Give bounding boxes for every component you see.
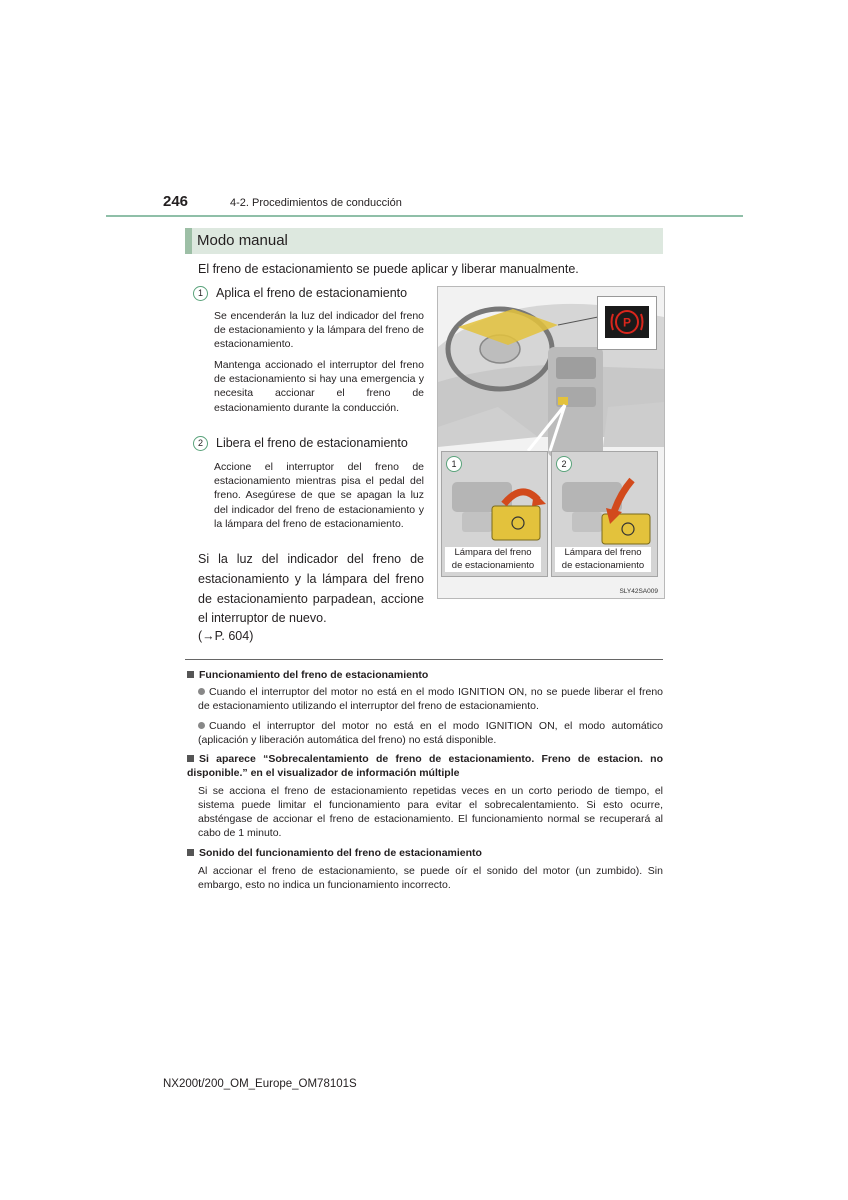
panel-2-label-line1: Lámpara del freno (564, 547, 642, 558)
note-3-text: Al accionar el freno de estacionamiento, se puede oír el sonido del motor (un zumbido). Sin embargo, esto no indica un funcionamiento incorrecto. (198, 865, 663, 891)
notes-divider (185, 659, 663, 660)
note-3-heading-text: Sonido del funcionamiento del freno de estacionamiento (199, 847, 482, 859)
panel-number-1: 1 (446, 456, 462, 472)
page-number: 246 (163, 193, 189, 210)
parking-brake-illustration (437, 286, 665, 599)
figure-code: SLY42SA009 (619, 588, 658, 595)
header-divider (106, 215, 743, 217)
panel-number-2: 2 (556, 456, 572, 472)
panel-1-label-line2: de estacionamiento (451, 559, 535, 571)
step-number-1: 1 (193, 286, 208, 301)
panel-apply (441, 451, 548, 577)
square-bullet-icon (187, 849, 194, 856)
panel-2-label-line2: de estacionamiento (561, 559, 645, 571)
panel-label-1 (445, 547, 541, 572)
step-1-paragraph-1: Se encenderán la luz del indicador del freno de estacionamiento y la lámpara del freno de estacionamiento. (214, 310, 424, 351)
note-2-heading-text: Si aparece “Sobrecalentamiento de freno de estacionamiento. Freno de estacion. no disponible.” en el visualizador de información múltiple (187, 753, 663, 779)
note-2-heading (187, 752, 663, 780)
panel-label-2 (555, 547, 651, 572)
step-1-heading (193, 286, 407, 301)
step-2-paragraph-1: Accione el interruptor del freno de estacionamiento mientras pisa el pedal del freno. Asegúrese de que se apagan la luz del indicador del freno de estacionamiento y la lámpara del freno de estacionamiento. (214, 461, 424, 530)
square-bullet-icon (187, 755, 194, 762)
round-bullet-icon (198, 688, 205, 695)
note-2-text: Si se acciona el freno de estacionamiento repetidas veces en un corto periodo de tiempo, el sistema puede limitar el funcionamiento para evitar el sobrecalentamiento. Si esto ocurre, absténgase de accionar el freno de estacionamiento. El funcionamiento normal se recuperará al cabo de 1 minuto. (198, 785, 663, 839)
note-1-bullet-2 (198, 719, 663, 747)
section-title: 4-2. Procedimientos de conducción (230, 197, 402, 209)
note-1-bullet-1 (198, 685, 663, 713)
note-1-heading (187, 668, 663, 682)
step-2-heading-text: Libera el freno de estacionamiento (216, 436, 408, 450)
note-1-bullet-2-text: Cuando el interruptor del motor no está en el modo IGNITION ON, el modo automático (aplicación y liberación automática del freno) no está disponible. (198, 720, 663, 746)
footer-document-code: NX200t/200_OM_Europe_OM78101S (163, 1078, 357, 1090)
indicator-symbol: P (622, 315, 632, 330)
round-bullet-icon (198, 722, 205, 729)
parking-brake-indicator-icon (605, 306, 649, 338)
panel-1-label-line1: Lámpara del freno (454, 547, 532, 558)
note-1-bullet-1-text: Cuando el interruptor del motor no está en el modo IGNITION ON, no se puede liberar el freno de estacionamiento utilizando el interruptor del freno de estacionamiento. (198, 686, 663, 712)
title-accent (185, 228, 192, 254)
step-1-paragraph-2: Mantenga accionado el interruptor del freno de estacionamiento si hay una emergencia y necesita accionar el freno de estacionamiento durante la conducción. (214, 359, 424, 414)
step-2-heading (193, 436, 408, 451)
warning-text: Si la luz del indicador del freno de estacionamiento y la lámpara del freno de estacionamiento parpadean, accione el interruptor de nuevo. (198, 552, 424, 626)
page-title: Modo manual (197, 232, 288, 249)
intro-text: El freno de estacionamiento se puede aplicar y liberar manualmente. (198, 262, 579, 276)
indicator-panel (605, 306, 649, 338)
indicator-callout (597, 296, 657, 350)
title-bar (185, 228, 663, 254)
step-number-2: 2 (193, 436, 208, 451)
panel-release (551, 451, 658, 577)
square-bullet-icon (187, 671, 194, 678)
note-1-heading-text: Funcionamiento del freno de estacionamiento (199, 669, 429, 681)
page-reference: (→P. 604) (198, 629, 254, 643)
note-3-heading (187, 846, 663, 860)
step-1-heading-text: Aplica el freno de estacionamiento (216, 286, 408, 300)
